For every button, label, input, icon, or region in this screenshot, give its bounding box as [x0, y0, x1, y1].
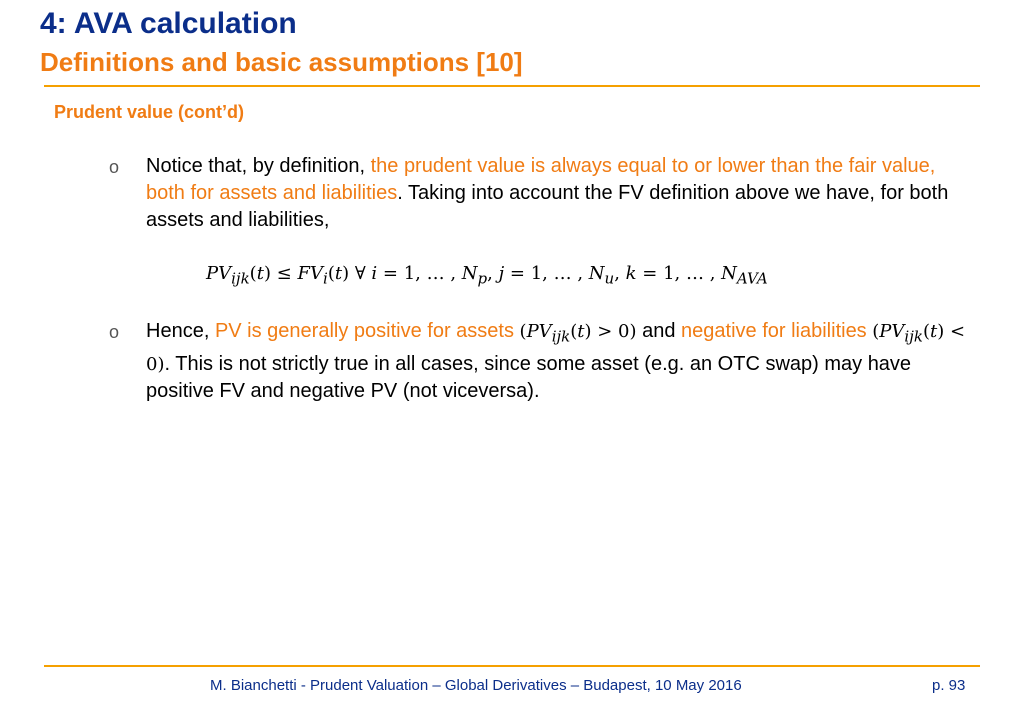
slide-subtitle: Definitions and basic assumptions [10]	[40, 47, 523, 77]
page-number: p. 93	[932, 677, 966, 694]
bullet-marker: o	[109, 157, 120, 177]
footer-divider	[44, 665, 980, 667]
assets-condition-math: $(PV_{ijk}(t) > 0)$	[519, 321, 637, 346]
liabilities-condition-math: $(PV_{ijk}(t) < 0)$	[146, 321, 966, 375]
bullet-1-highlight: the prudent value is always equal to or lower than the fair value, both for assets and liabilities	[146, 155, 936, 204]
bullet-2-text: Hence,	[146, 320, 215, 342]
bullet-2-text-and: and	[642, 320, 676, 342]
prudent-value-inequality: $PV_{ijk}(t) \le FV_i(t)$ ∀ i = 1, … , $N_p$, j = 1, … , $N_u$, k = 1, … , $N_{AVA}$	[206, 263, 768, 288]
bullet-paragraph-2	[146, 318, 976, 405]
header-divider	[44, 85, 980, 87]
bullet-2-highlight-liabilities: negative for liabilities	[681, 320, 867, 342]
slide-title: 4: AVA calculation	[40, 7, 297, 40]
bullet-1-text-end: . Taking into account the FV definition above we have, for both assets and liabilities,	[146, 182, 949, 231]
bullet-2-highlight-assets: PV is generally positive for assets	[214, 320, 514, 342]
bullet-paragraph-1	[146, 153, 976, 234]
bullet-marker: o	[109, 322, 120, 342]
section-title: Prudent value (cont’d)	[54, 102, 245, 122]
footer-citation: M. Bianchetti - Prudent Valuation – Global Derivatives – Budapest, 10 May 2016	[210, 677, 742, 694]
bullet-1-text: Notice that, by definition,	[146, 155, 371, 177]
bullet-2-text-end: . This is not strictly true in all cases, since some asset (e.g. an OTC swap) may have positive FV and negative PV (not viceversa).	[146, 352, 912, 402]
